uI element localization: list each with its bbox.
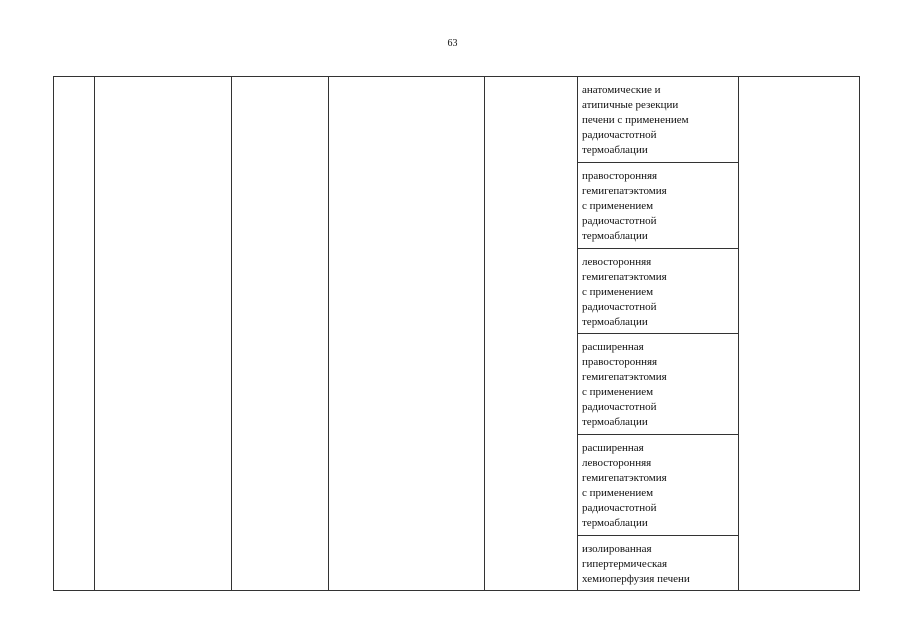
column-divider-2 xyxy=(231,77,232,590)
cell-text-line: печени с применением xyxy=(582,114,689,126)
cell-text-line: гипертермическая xyxy=(582,558,668,570)
cell-text-line: атипичные резекции xyxy=(582,99,679,111)
column-divider-6 xyxy=(738,77,739,590)
cell-text-line: радиочастотной xyxy=(582,129,657,141)
cell-text-line: анатомические и xyxy=(582,84,661,96)
procedure-cell xyxy=(578,435,738,536)
page-number: 63 xyxy=(447,38,458,49)
cell-text-line: с применением xyxy=(582,487,654,499)
cell-text-line: расширенная xyxy=(582,341,644,353)
cell-text-line: с применением xyxy=(582,386,654,398)
procedure-column xyxy=(578,77,738,590)
cell-text-line: термоаблации xyxy=(582,416,648,428)
procedure-cell xyxy=(578,249,738,334)
cell-text-line: правосторонняя xyxy=(582,170,658,182)
column-divider-3 xyxy=(328,77,329,590)
cell-text-line: гемигепатэктомия xyxy=(582,185,667,197)
cell-text-line: правосторонняя xyxy=(582,356,658,368)
cell-text-line: левосторонняя xyxy=(582,457,652,469)
cell-text-line: термоаблации xyxy=(582,316,648,328)
cell-text-line: с применением xyxy=(582,286,654,298)
cell-text-line: термоаблации xyxy=(582,144,648,156)
procedure-cell xyxy=(578,536,738,590)
cell-text-line: левосторонняя xyxy=(582,256,652,268)
cell-text-line: термоаблации xyxy=(582,517,648,529)
cell-text-line: термоаблации xyxy=(582,230,648,242)
cell-text-line: радиочастотной xyxy=(582,301,657,313)
cell-text-line: хемиоперфузия печени xyxy=(582,573,690,585)
cell-text-line: радиочастотной xyxy=(582,401,657,413)
cell-text-line: радиочастотной xyxy=(582,215,657,227)
cell-text-line: изолированная xyxy=(582,543,652,555)
column-divider-4 xyxy=(484,77,485,590)
cell-text-line: гемигепатэктомия xyxy=(582,271,667,283)
procedure-cell xyxy=(578,77,738,163)
column-divider-1 xyxy=(94,77,95,590)
procedure-cell xyxy=(578,334,738,435)
cell-text-line: с применением xyxy=(582,200,654,212)
procedure-cell xyxy=(578,163,738,249)
medical-procedures-table xyxy=(53,76,860,591)
cell-text-line: гемигепатэктомия xyxy=(582,371,667,383)
cell-text-line: гемигепатэктомия xyxy=(582,472,667,484)
cell-text-line: расширенная xyxy=(582,442,644,454)
cell-text-line: радиочастотной xyxy=(582,502,657,514)
